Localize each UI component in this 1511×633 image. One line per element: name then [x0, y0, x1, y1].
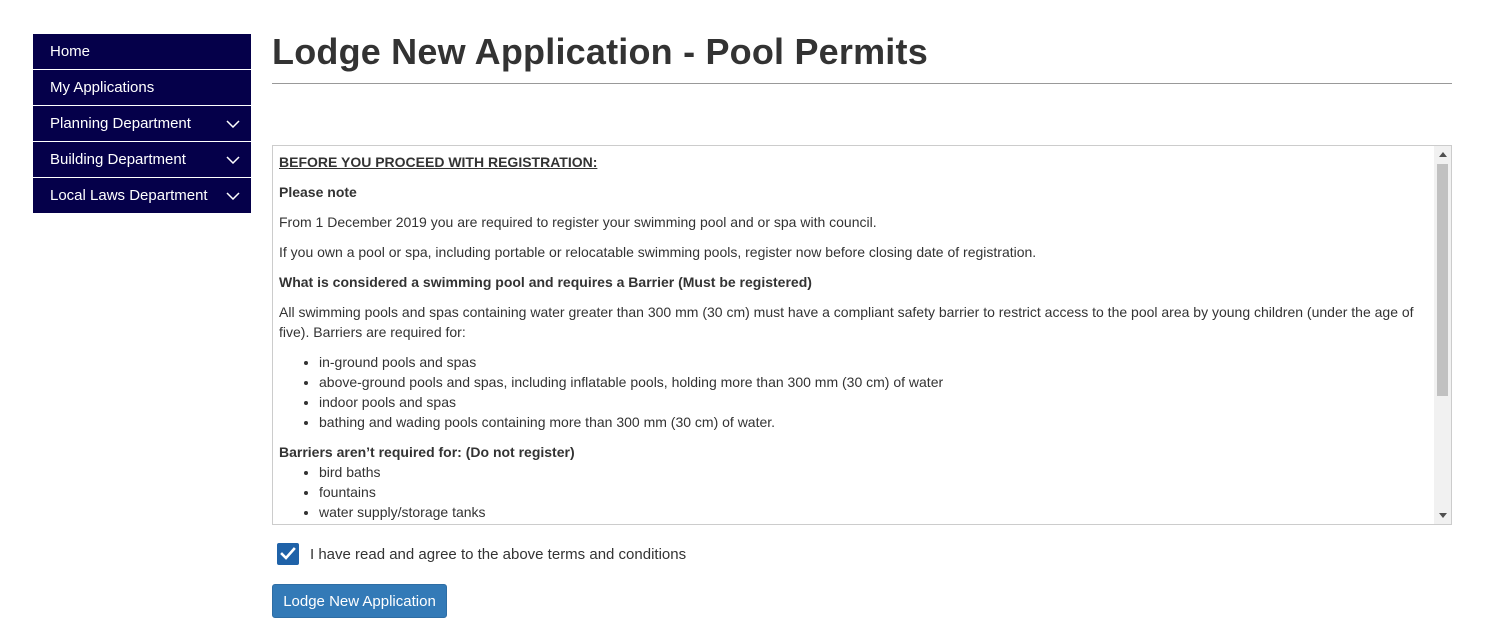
agree-checkbox[interactable]	[277, 543, 299, 565]
terms-paragraph: If you own a pool or spa, including portable or relocatable swimming pools, register now before closing date of registration.	[279, 244, 1037, 260]
barrier-heading: What is considered a swimming pool and requires a Barrier (Must be registered)	[279, 274, 812, 290]
sidebar-nav	[33, 34, 251, 214]
required-list	[279, 352, 1429, 432]
list-item: • indoor pools and spas	[319, 392, 1429, 412]
chevron-down-icon	[225, 188, 241, 204]
note-heading: Please note	[279, 184, 357, 200]
terms-paragraph: All swimming pools and spas containing water greater than 300 mm (30 cm) must have a compliant safety barrier to restrict access to the pool area by young children (under the age of five). Barriers are required for:	[279, 304, 1414, 340]
list-item: • bird baths	[319, 462, 1429, 482]
title-divider	[272, 83, 1452, 84]
chevron-down-icon	[225, 152, 241, 168]
list-item: • in-ground pools and spas	[319, 352, 1429, 372]
sidebar-item-label: Local Laws Department	[50, 187, 208, 204]
sidebar-item-building-department[interactable]	[33, 142, 251, 177]
scroll-up-icon[interactable]	[1434, 146, 1451, 163]
page-title: Lodge New Application - Pool Permits	[272, 31, 928, 72]
list-item: • above-ground pools and spas, including inflatable pools, holding more than 300 mm (30 cm) of water	[319, 372, 1429, 392]
terms-paragraph: From 1 December 2019 you are required to register your swimming pool and or spa with council.	[279, 214, 877, 230]
checkmark-icon	[280, 547, 296, 561]
sidebar-item-label: Home	[50, 43, 91, 60]
sidebar-item-planning-department[interactable]	[33, 106, 251, 141]
list-item: • bathing and wading pools containing more than 300 mm (30 cm) of water.	[319, 412, 1429, 432]
sidebar-item-my-applications[interactable]	[33, 70, 251, 105]
chevron-down-icon	[225, 116, 241, 132]
terms-scrollbar[interactable]	[1434, 146, 1451, 524]
sidebar-item-local-laws-department[interactable]	[33, 178, 251, 213]
list-item: • water supply/storage tanks	[319, 502, 1429, 522]
sidebar-item-label: Building Department	[50, 151, 186, 168]
terms-content	[279, 152, 1429, 525]
terms-heading: BEFORE YOU PROCEED WITH REGISTRATION:	[279, 154, 598, 170]
lodge-new-application-button[interactable]: Lodge New Application	[272, 584, 447, 618]
scroll-down-icon[interactable]	[1434, 507, 1451, 524]
list-item: • fountains	[319, 482, 1429, 502]
sidebar-item-label: My Applications	[50, 79, 155, 96]
main-content	[272, 30, 1452, 610]
sidebar-item-label: Planning Department	[50, 115, 191, 132]
agree-row	[277, 543, 686, 565]
not-required-list	[279, 462, 1429, 522]
terms-scroll-box[interactable]	[272, 145, 1452, 525]
not-required-heading: Barriers aren’t required for: (Do not register)	[279, 444, 575, 460]
agree-label[interactable]: I have read and agree to the above terms and conditions	[310, 545, 687, 563]
sidebar-item-home[interactable]	[33, 34, 251, 69]
scroll-thumb[interactable]	[1437, 164, 1448, 396]
